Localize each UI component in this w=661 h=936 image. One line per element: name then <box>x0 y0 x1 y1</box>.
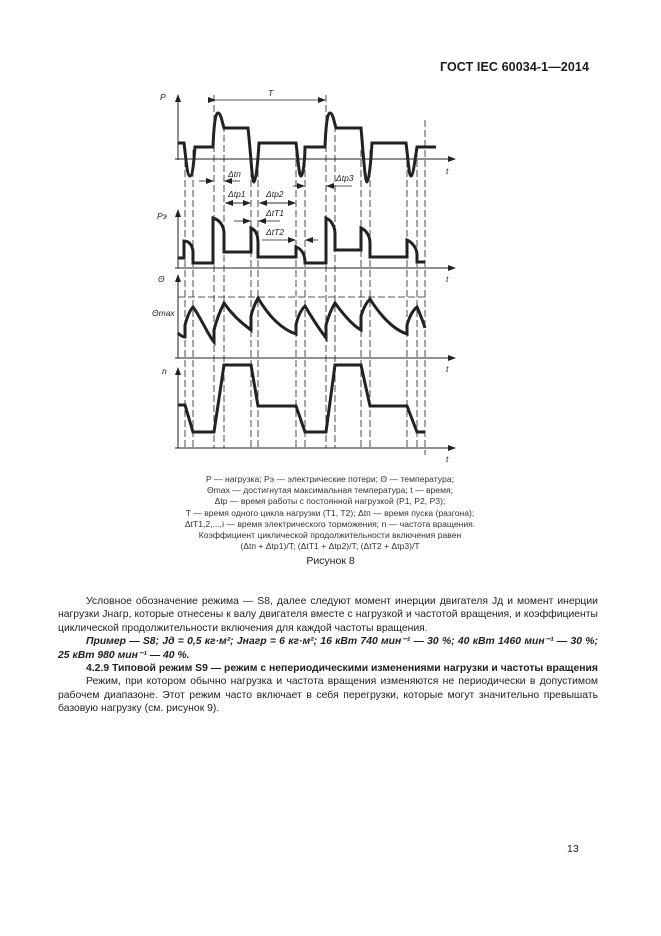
document-header: ГОСТ IEC 60034-1—2014 <box>439 60 589 74</box>
speed-curve <box>178 365 425 432</box>
label-dt-p2: Δtp2 <box>266 189 284 199</box>
axis-label-Pe: Pэ <box>157 211 167 221</box>
electric-loss-curve <box>178 218 425 263</box>
caption-line: ΔtT1,2,...,i — время электрического торможения; n — частота вращения. <box>184 518 476 529</box>
axis-label-n: n <box>162 366 167 376</box>
caption-line: P — нагрузка; Pэ — электрические потери; Θ — температура; <box>206 474 454 484</box>
axis-label-t: t <box>446 274 449 284</box>
paragraph-s9-description: Режим, при котором обычно нагрузка и частота вращения изменяются не периодически в допустимом рабочем диапазоне. Этот режим часто включает в себя перегрузки, которые могут значительно превышать базовую нагрузку (см. рисунок 9). <box>58 676 598 715</box>
paragraph-s8-designation: Условное обозначение режима — S8, далее следуют момент инерции двигателя Jд и момент инерции нагрузки Jнагр, которые отнесены к валу двигателя вместе с нагрузкой и частотой вращения, и коэффициенты циклической продолжительности включения для каждой частоты вращения. <box>58 596 598 634</box>
caption-line: Δtp — время работы с постоянной нагрузкой (P1, P2, P3); <box>214 496 446 507</box>
axis-label-t: t <box>446 166 449 176</box>
section-heading-4-2-9: 4.2.9 Типовой режим S9 — режим с непериодическими изменениями нагрузки и частоты вращения <box>86 663 598 675</box>
figure-caption <box>150 474 510 552</box>
caption-line: Коэффициент циклической продолжительности включения равен <box>198 530 462 541</box>
load-curve <box>178 113 436 182</box>
axis-label-theta: Θ <box>158 274 165 284</box>
label-dt-n: Δtп <box>228 169 241 179</box>
label-dt-p1: Δtp1 <box>228 189 246 199</box>
axis-label-t: t <box>446 364 449 374</box>
axis-label-t: t <box>446 454 449 464</box>
body-text <box>58 595 598 716</box>
figure-title: Рисунок 8 <box>306 555 355 567</box>
temperature-curve <box>178 298 425 342</box>
page-number: 13 <box>567 843 579 855</box>
label-dt-p3: Δtp3 <box>336 173 354 183</box>
caption-line: (Δtп + Δtp1)/T; (ΔtT1 + Δtp2)/T; (ΔtT2 + Δtp3)/T <box>240 541 420 552</box>
caption-line: T — время одного цикла нагрузки (T1, T2); Δtп — время пуска (разгона); <box>185 507 475 518</box>
axis-label-P: P <box>160 92 166 102</box>
period-label-T: T <box>268 88 274 98</box>
axis-label-theta-max: Θmax <box>152 308 175 318</box>
caption-line: Θmax — достигнутая максимальная температура; t — время; <box>206 485 454 496</box>
example-s8: Пример — S8; Jд = 0,5 кг·м²; Jнагр = 6 кг·м²; 16 кВт 740 мин⁻¹ — 30 %; 40 кВт 1460 мин⁻¹ — 30 %; 25 кВт 980 мин⁻¹ — 40 %. <box>58 636 598 661</box>
label-dt-T1: ΔtT1 <box>266 208 284 218</box>
label-dt-T2: ΔtT2 <box>266 227 284 237</box>
